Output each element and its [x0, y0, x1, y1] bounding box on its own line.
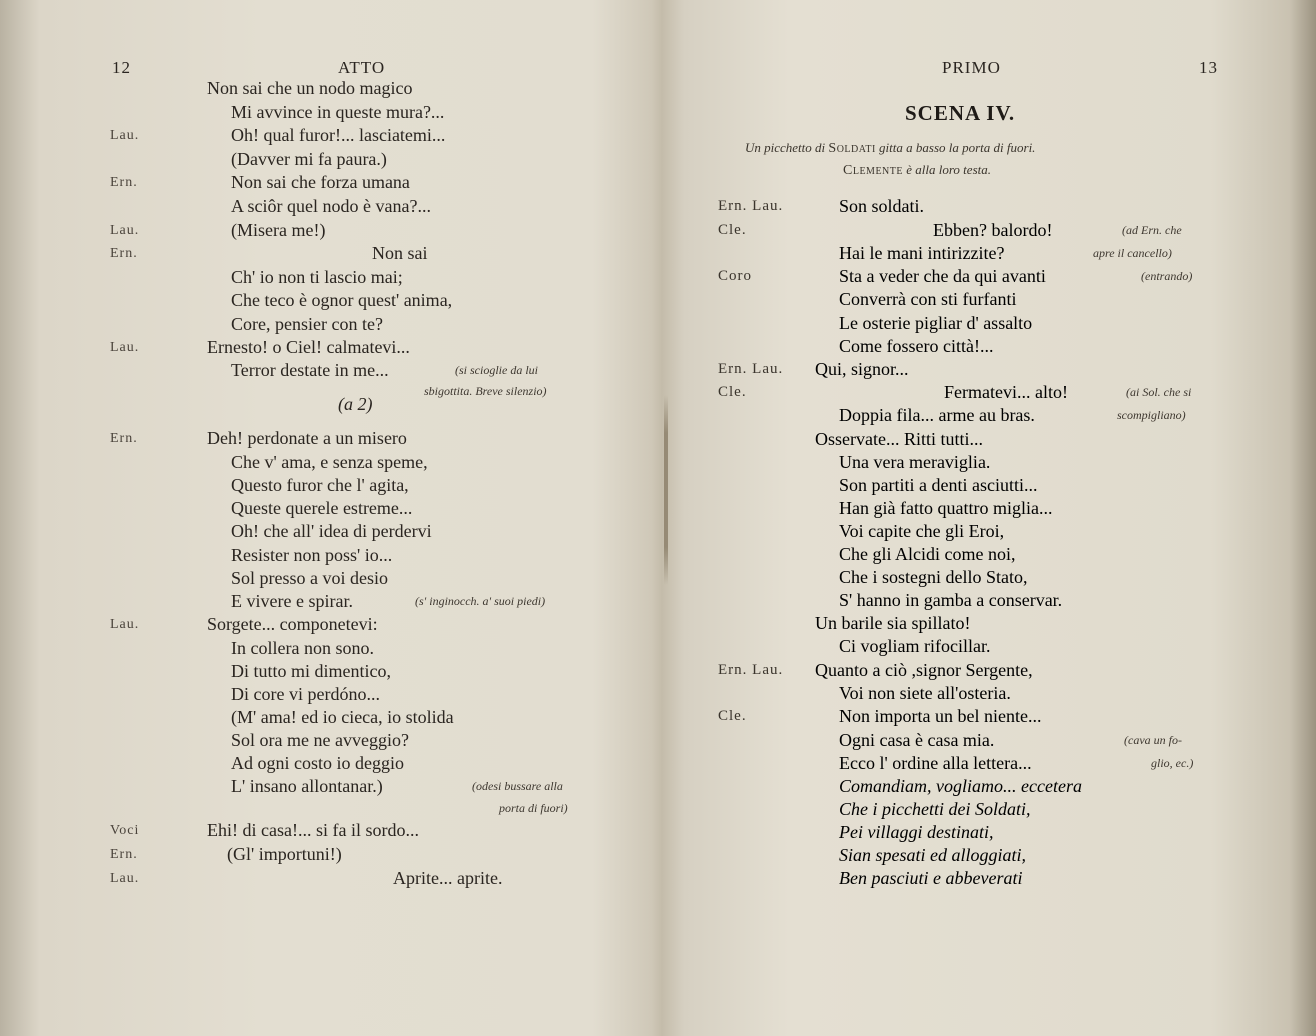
verse-line: Son soldati.	[839, 196, 925, 216]
verse-line: Osservate... Ritti tutti...	[815, 429, 983, 449]
verse-line: Non sai che un nodo magico	[207, 78, 413, 98]
stage-direction: sbigottita. Breve silenzio)	[424, 384, 547, 398]
verse-line: Non sai	[372, 243, 428, 263]
verse-line: (Davver mi fa paura.)	[231, 149, 387, 169]
character-name: Clemente	[843, 163, 903, 178]
page-number: 12	[112, 58, 131, 77]
verse-line: Le osterie pigliar d' assalto	[839, 313, 1033, 333]
verse-line: Voi non siete all'osteria.	[839, 683, 1011, 703]
speaker-label: Ern.	[110, 246, 138, 261]
verse-line: Pei villaggi destinati,	[839, 822, 994, 842]
verse-line: A sciôr quel nodo è vana?...	[231, 196, 431, 216]
verse-line: Doppia fila... arme au bras.	[839, 405, 1035, 425]
speaker-label: Ern. Lau.	[718, 198, 784, 214]
verse-line: Han già fatto quattro miglia...	[839, 498, 1053, 518]
speaker-label: Cle.	[718, 708, 747, 724]
verse-line: Mi avvince in queste mura?...	[231, 102, 445, 122]
verse-line: Un barile sia spillato!	[815, 613, 971, 633]
verse-line: Fermatevi... alto!	[944, 382, 1068, 402]
verse-line: Sta a veder che da qui avanti	[839, 266, 1046, 286]
verse-line: E vivere e spirar.	[231, 591, 353, 611]
verse-line: Che v' ama, e senza speme,	[231, 452, 428, 472]
verse-line: Terror destate in me...	[231, 360, 389, 380]
verse-line: Ben pasciuti e abbeverati	[839, 868, 1023, 888]
stage-direction: (ai Sol. che si	[1126, 385, 1192, 399]
verse-line: Quanto a ciò ,signor Sergente,	[815, 660, 1033, 680]
verse-line: Non sai che forza umana	[231, 172, 410, 192]
verse-line: Qui, signor...	[815, 359, 909, 379]
speaker-label: Ern.	[110, 847, 138, 862]
a-due-marker: (a 2)	[338, 394, 373, 414]
verse-line: Sian spesati ed alloggiati,	[839, 845, 1026, 865]
verse-line: (Misera me!)	[231, 220, 326, 240]
verse-line: Che teco è ognor quest' anima,	[231, 290, 453, 310]
verse-line: Oh! qual furor!... lasciatemi...	[231, 125, 446, 145]
speaker-label: Cle.	[718, 384, 747, 400]
verse-line: (M' ama! ed io cieca, io stolida	[231, 707, 454, 727]
verse-line: Deh! perdonate a un misero	[207, 428, 407, 448]
verse-line: Oh! che all' idea di perdervi	[231, 521, 432, 541]
verse-line: L' insano allontanar.)	[231, 776, 383, 796]
verse-line: (Gl' importuni!)	[227, 844, 342, 864]
speaker-label: Lau.	[110, 223, 140, 238]
verse-line: Hai le mani intirizzite?	[839, 243, 1005, 263]
verse-line: Core, pensier con te?	[231, 314, 383, 334]
speaker-label: Ern. Lau.	[718, 662, 784, 678]
character-name: Soldati	[828, 141, 876, 156]
scene-description	[843, 162, 991, 179]
verse-line: Di core vi perdóno...	[231, 684, 380, 704]
stage-direction: (si scioglie da lui	[455, 363, 538, 377]
verse-line: Comandiam, vogliamo... eccetera	[839, 776, 1082, 796]
verse-line: Sol presso a voi desio	[231, 568, 388, 588]
scene-description	[745, 140, 1035, 157]
verse-line: Queste querele estreme...	[231, 498, 413, 518]
page-number: 13	[1199, 58, 1218, 77]
verse-line: Ogni casa è casa mia.	[839, 730, 995, 750]
verse-line: Questo furor che l' agita,	[231, 475, 409, 495]
speaker-label: Voci	[110, 823, 140, 838]
speaker-label: Lau.	[110, 128, 140, 143]
stage-direction: (ad Ern. che	[1122, 223, 1182, 237]
verse-line: Come fossero città!...	[839, 336, 994, 356]
verse-line: In collera non sono.	[231, 638, 374, 658]
verse-line: Son partiti a denti asciutti...	[839, 475, 1038, 495]
verse-line: Ebben? balordo!	[933, 220, 1053, 240]
running-head: ATTO	[338, 58, 386, 77]
stage-direction: porta di fuori)	[499, 801, 568, 815]
stage-direction: scompigliano)	[1117, 408, 1186, 422]
verse-line: Ad ogni costo io deggio	[231, 753, 404, 773]
verse-line: Che gli Alcidi come noi,	[839, 544, 1016, 564]
stage-direction: (cava un fo-	[1124, 733, 1182, 747]
stage-direction: glio, ec.)	[1151, 756, 1194, 770]
verse-line: Ch' io non ti lascio mai;	[231, 267, 403, 287]
speaker-label: Coro	[718, 268, 752, 284]
scene-desc-part: è alla loro testa.	[906, 162, 991, 177]
verse-line: Converrà con sti furfanti	[839, 289, 1017, 309]
speaker-label: Ern.	[110, 175, 138, 190]
speaker-label: Lau.	[110, 617, 140, 632]
speaker-label: Ern.	[110, 431, 138, 446]
speaker-label: Lau.	[110, 340, 140, 355]
stage-direction: (entrando)	[1141, 269, 1193, 283]
verse-line: Ehi! di casa!... si fa il sordo...	[207, 820, 419, 840]
verse-line: Non importa un bel niente...	[839, 706, 1042, 726]
running-head: PRIMO	[942, 58, 1001, 77]
verse-line: Che i sostegni dello Stato,	[839, 567, 1028, 587]
stage-direction: (s' inginocch. a' suoi piedi)	[415, 594, 546, 608]
speaker-label: Lau.	[110, 871, 140, 886]
stage-direction: (odesi bussare alla	[472, 779, 563, 793]
verse-line: Voi capite che gli Eroi,	[839, 521, 1005, 541]
verse-line: Una vera meraviglia.	[839, 452, 991, 472]
verse-line: Che i picchetti dei Soldati,	[839, 799, 1031, 819]
verse-line: S' hanno in gamba a conservar.	[839, 590, 1063, 610]
scene-desc-part: gitta a basso la porta di fuori.	[879, 140, 1036, 155]
stage-direction: apre il cancello)	[1093, 246, 1172, 260]
verse-line: Aprite... aprite.	[393, 868, 503, 888]
scene-desc-part: Un picchetto di	[745, 140, 826, 155]
scene-title: SCENA IV.	[905, 101, 1016, 125]
verse-line: Di tutto mi dimentico,	[231, 661, 391, 681]
verse-line: Ernesto! o Ciel! calmatevi...	[207, 337, 410, 357]
speaker-label: Ern. Lau.	[718, 361, 784, 377]
verse-line: Ecco l' ordine alla lettera...	[839, 753, 1032, 773]
verse-line: Ci vogliam rifocillar.	[839, 636, 991, 656]
verse-line: Sol ora me ne avveggio?	[231, 730, 409, 750]
speaker-label: Cle.	[718, 222, 747, 238]
verse-line: Sorgete... componetevi:	[207, 614, 378, 634]
verse-line: Resister non poss' io...	[231, 545, 393, 565]
